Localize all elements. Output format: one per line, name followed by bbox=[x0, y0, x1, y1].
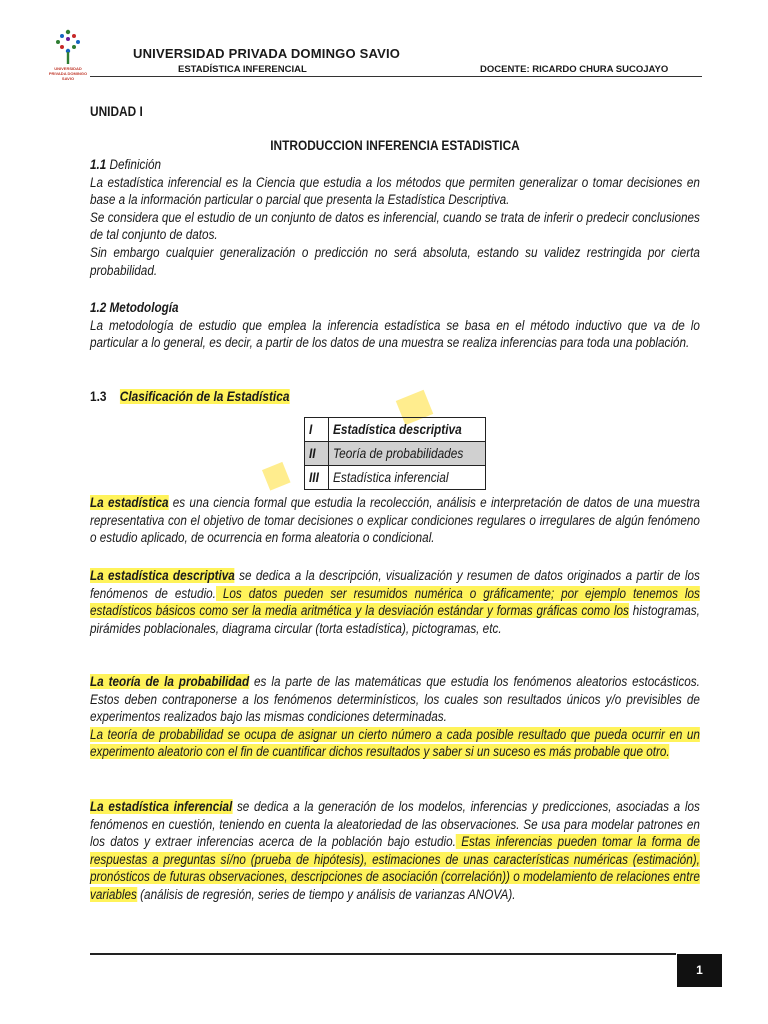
footer-divider bbox=[90, 953, 676, 955]
page-number: 1 bbox=[677, 954, 722, 987]
logo-text: UNIVERSIDAD PRIVADA DOMINGO SAVIO bbox=[48, 66, 88, 81]
term-inferencial: La estadística inferencial bbox=[90, 799, 233, 814]
term-probabilidad: La teoría de la probabilidad bbox=[90, 674, 250, 689]
table-cell-label: Estadística inferencial bbox=[328, 466, 485, 490]
table-cell-num: I bbox=[305, 418, 329, 442]
unit-title: UNIDAD I bbox=[90, 104, 143, 119]
methodology-paragraph: La metodología de estudio que emplea la inferencia estadística se basa en el método inductivo que va de lo particular a lo general, es decir, a partir de los datos de una muestra se realiza inferencias para toda una población. bbox=[90, 317, 700, 351]
statistics-paragraph: La estadística es una ciencia formal que estudia la recolección, análisis e interpretación de datos de una muestra representativa con el objetivo de tomar decisiones o explicar condiciones regulares o irregulares de algún fenómeno o estudio aplicado, de ocurrencia en forma aleatoria o condicional. bbox=[90, 495, 700, 546]
table-row bbox=[305, 442, 486, 466]
header-divider bbox=[90, 76, 702, 77]
descriptive-paragraph: La estadística descriptiva se dedica a la descripción, visualización y resumen de datos originados a partir de los fenómenos de estudio. Los datos pueden ser resumidos numérica o gráficamente; por ejemplo tenemos los estadísticos básicos como ser la media aritmética y la desviación estándar y formas gráficas como los histogramas, pirámides poblacionales, diagrama circular (torta estadística), pictogramas, etc. bbox=[90, 568, 700, 636]
teacher-name: DOCENTE: RICARDO CHURA SUCOJAYO bbox=[480, 64, 669, 75]
section-1-1 bbox=[90, 156, 700, 279]
term-descriptiva: La estadística descriptiva bbox=[90, 568, 235, 583]
page-title: INTRODUCCION INFERENCIA ESTADISTICA bbox=[270, 138, 520, 153]
inferential-stats-paragraph: La estadística inferencial se dedica a la generación de los modelos, inferencias y predicciones, asociadas a los fenómenos en cuestión, teniendo en cuenta la aleatoriedad de las observaciones. Se usa para modelar patrones en los datos y extraer inferencias acerca de la población bajo estudio. Estas inferencias pueden tomar la forma de respuestas a preguntas sí/no (prueba de hipótesis), estimaciones de unas características numéricas (estimación), pronósticos de futuras observaciones, descripciones de asociación (correlación)) o modelamiento de relaciones entre variables (análisis de regresión, series de tiempo y análisis de varianzas ANOVA). bbox=[90, 799, 700, 902]
university-name: UNIVERSIDAD PRIVADA DOMINGO SAVIO bbox=[133, 46, 401, 61]
section-1-3-heading: 1.3 Clasificación de la Estadística bbox=[90, 389, 290, 404]
course-name: ESTADÍSTICA INFERENCIAL bbox=[178, 64, 307, 75]
validity-paragraph: Sin embargo cualquier generalización o predicción no será absoluta, estando su validez restringida por cierta probabilidad. bbox=[90, 244, 700, 278]
classification-table bbox=[304, 417, 486, 490]
inferential-paragraph: Se considera que el estudio de un conjunto de datos es inferencial, cuando se trata de inferir o predecir conclusiones de tal conjunto de datos. bbox=[90, 209, 700, 243]
table-cell-label: Teoría de probabilidades bbox=[328, 442, 485, 466]
section-1-2 bbox=[90, 299, 700, 352]
section-1-1-heading: 1.1 Definición bbox=[90, 157, 162, 172]
table-row bbox=[305, 418, 486, 442]
section-1-2-heading: 1.2 Metodología bbox=[90, 300, 179, 315]
table-row bbox=[305, 466, 486, 490]
term-estadistica: La estadística bbox=[90, 495, 169, 510]
table-cell-num: III bbox=[305, 466, 329, 490]
table-cell-num: II bbox=[305, 442, 329, 466]
table-cell-label: Estadística descriptiva bbox=[328, 418, 485, 442]
definition-paragraph: La estadística inferencial es la Ciencia que estudia a los métodos que permiten generalizar o tomar decisiones en base a la información particular o parcial que presenta la Estadística Descriptiva. bbox=[90, 174, 700, 208]
probability-paragraph: La teoría de la probabilidad es la parte de las matemáticas que estudia los fenómenos aleatorios estocásticos. Estos deben contraponerse a los fenómenos determinísticos, los cuales son resultados únicos y/o previsibles de experimentos realizados bajo las mismas condiciones determinadas. La teoría de probabilidad se ocupa de asignar un cierto número a cada posible resultado que pueda ocurrir en un experimento aleatorio con el fin de cuantificar dichos resultados y saber si un suceso es más probable que otro. bbox=[90, 674, 700, 760]
